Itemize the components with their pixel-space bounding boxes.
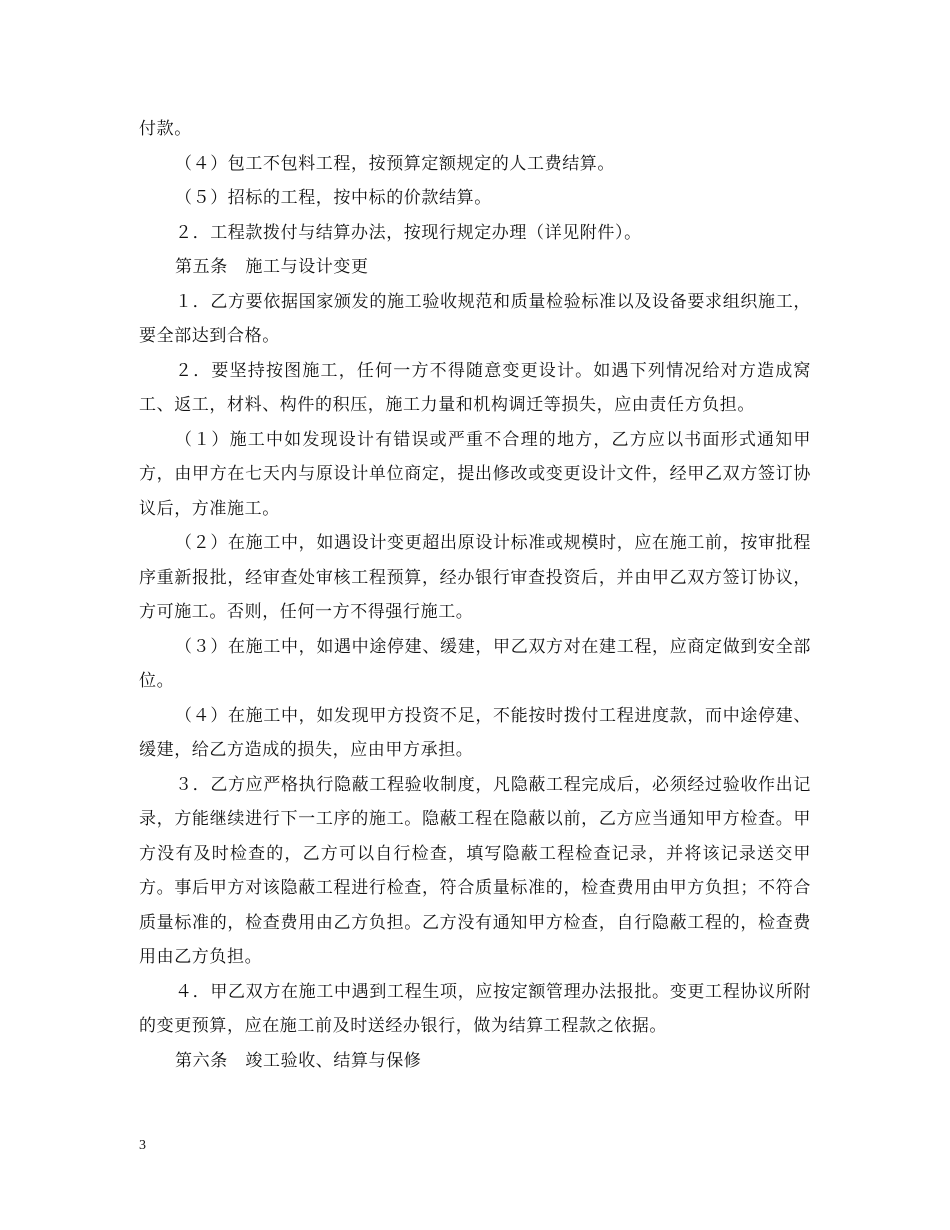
paragraph-funding-shortfall: （４）在施工中，如发现甲方投资不足，不能按时拨付工程进度款，而中途停建、缓建，给乙方造成的损失，应由甲方承担。: [139, 705, 811, 760]
paragraph-scope-change: （２）在施工中，如遇设计变更超出原设计标准或规模时，应在施工前，按审批程序重新报批，经审查处审核工程预算，经办银行审查投资后，并由甲乙双方签订协议，方可施工。否则，任何一方不得强行施工。: [139, 533, 811, 622]
paragraph-suspension-safety: （３）在施工中，如遇中途停建、缓建，甲乙双方对在建工程，应商定做到安全部位。: [139, 636, 811, 691]
article-6-heading: 第六条 竣工验收、结算与保修: [175, 1050, 422, 1071]
paragraph-item-5-bidding: （５）招标的工程，按中标的价款结算。: [175, 188, 492, 208]
article-5-heading: 第五条 施工与设计变更: [175, 257, 369, 277]
paragraph-design-error: （１）施工中如发现设计有错误或严重不合理的地方，乙方应以书面形式通知甲方，由甲方在七天内与原设计单位商定，提出修改或变更设计文件，经甲乙双方签订协议后，方准施工。: [139, 429, 811, 519]
paragraph-payment-method: ２．工程款拨付与结算办法，按现行规定办理（详见附件）。: [175, 222, 642, 243]
paragraph-concealed-work: ３．乙方应严格执行隐蔽工程验收制度，凡隐蔽工程完成后，必须经过验收作出记录，方能继续进行下一工序的施工。隐蔽工程在隐蔽以前，乙方应当通知甲方检查。甲方没有及时检查的，乙方可以自行检查，填写隐蔽工程检查记录，并将该记录送交甲方。事后甲方对该隐蔽工程进行检查，符合质量标准的，检查费用由甲方负担；不符合质量标准的，检查费用由乙方负担。乙方没有通知甲方检查，自行隐蔽工程的，检查费用由乙方负担。: [139, 774, 811, 967]
paragraph-new-items: ４．甲乙双方在施工中遇到工程生项，应按定额管理办法报批。变更工程协议所附的变更预算，应在施工前及时送经办银行，做为结算工程款之依据。: [139, 981, 811, 1036]
paragraph-construction-standards: １．乙方要依据国家颁发的施工验收规范和质量检验标准以及设备要求组织施工，要全部达到合格。: [139, 291, 811, 346]
paragraph-design-changes: ２．要坚持按图施工，任何一方不得随意变更设计。如遇下列情况给对方造成窝工、返工，材料、构件的积压，施工力量和机构调迁等损失，应由责任方负担。: [139, 360, 811, 415]
paragraph-continuation: 付款。: [139, 119, 192, 139]
paragraph-item-4-labor: （４）包工不包料工程，按预算定额规定的人工费结算。: [175, 153, 615, 174]
page-number: 3: [139, 1138, 146, 1153]
document-body: [139, 112, 811, 1078]
